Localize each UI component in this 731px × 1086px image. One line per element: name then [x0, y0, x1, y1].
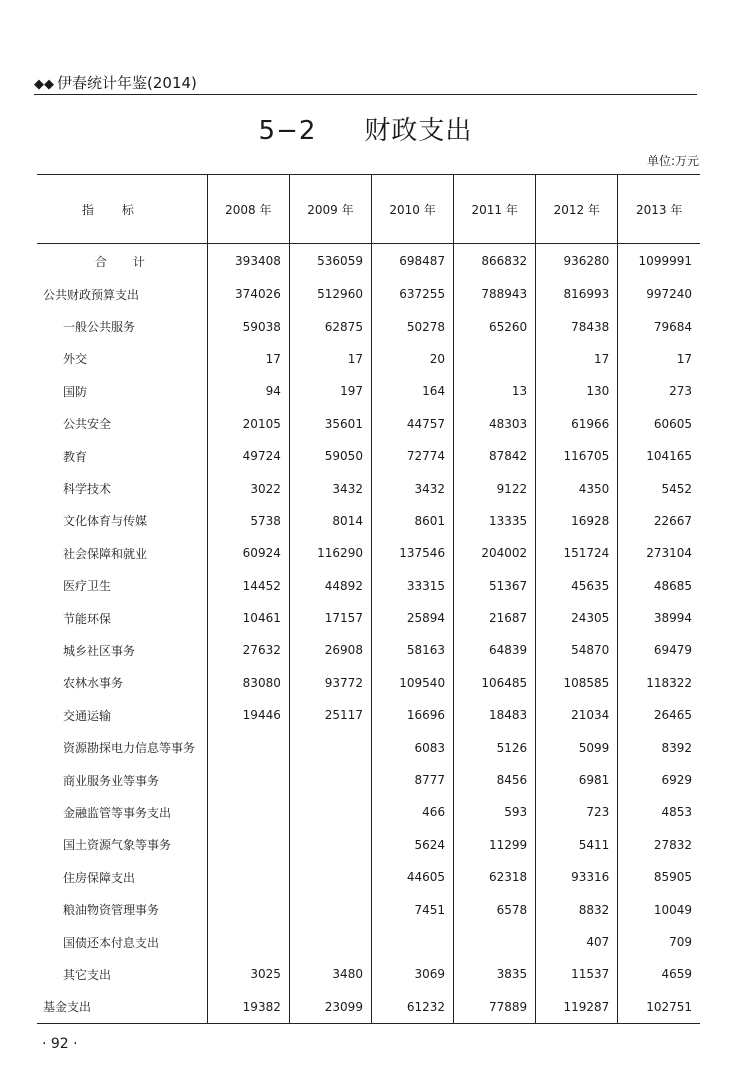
year-header: 2009 年 — [289, 175, 371, 244]
page-title — [0, 110, 731, 147]
table-cell: 866832 — [454, 244, 536, 279]
table-cell: 374026 — [207, 278, 289, 310]
table-cell: 10049 — [618, 893, 700, 925]
row-label: 一般公共服务 — [63, 320, 136, 335]
table-cell: 109540 — [371, 667, 453, 699]
table-cell: 60605 — [618, 408, 700, 440]
table-cell: 16696 — [371, 699, 453, 731]
table-cell: 14452 — [207, 570, 289, 602]
table-cell: 466 — [371, 796, 453, 828]
row-label: 外交 — [63, 352, 88, 367]
table-cell: 3022 — [207, 472, 289, 504]
table-row — [37, 926, 700, 958]
table-cell: 85905 — [618, 861, 700, 893]
table-cell: 64839 — [454, 634, 536, 666]
table-cell: 44605 — [371, 861, 453, 893]
row-label: 城乡社区事务 — [63, 643, 136, 658]
table-cell: 11537 — [536, 958, 618, 990]
table-cell: 8014 — [289, 505, 371, 537]
table-cell — [289, 731, 371, 763]
diamond-marker-icon: ◆◆ — [34, 77, 54, 92]
table-cell: 4350 — [536, 472, 618, 504]
table-row — [37, 278, 700, 310]
row-label: 医疗卫生 — [63, 579, 112, 594]
table-cell: 60924 — [207, 537, 289, 569]
row-label: 公共财政预算支出 — [43, 287, 140, 302]
table-cell: 25894 — [371, 602, 453, 634]
table-cell: 79684 — [618, 310, 700, 342]
table-cell — [207, 731, 289, 763]
table-cell: 723 — [536, 796, 618, 828]
table-cell: 72774 — [371, 440, 453, 472]
indicator-header: 指标 — [37, 175, 207, 244]
table-row — [37, 699, 700, 731]
table-cell: 13 — [454, 375, 536, 407]
table-cell: 108585 — [536, 667, 618, 699]
row-label: 国防 — [63, 384, 88, 399]
table-cell — [207, 861, 289, 893]
table-row — [37, 958, 700, 990]
expenditure-table — [37, 174, 700, 1024]
table-cell: 273104 — [618, 537, 700, 569]
table-body — [37, 244, 700, 1024]
table-row — [37, 570, 700, 602]
table-cell: 19446 — [207, 699, 289, 731]
table-cell: 116705 — [536, 440, 618, 472]
table-cell: 6929 — [618, 764, 700, 796]
table-row — [37, 731, 700, 763]
row-label: 国债还本付息支出 — [63, 935, 160, 950]
table-cell: 709 — [618, 926, 700, 958]
table-cell — [371, 926, 453, 958]
table-cell: 38994 — [618, 602, 700, 634]
table-cell: 3025 — [207, 958, 289, 990]
table-cell: 137546 — [371, 537, 453, 569]
table-cell: 11299 — [454, 829, 536, 861]
table-cell: 77889 — [454, 991, 536, 1024]
table-cell: 26908 — [289, 634, 371, 666]
table-row — [37, 829, 700, 861]
running-header — [34, 74, 697, 95]
table-cell: 17 — [536, 343, 618, 375]
table-cell — [289, 764, 371, 796]
year-header: 2013 年 — [618, 175, 700, 244]
table-cell: 21687 — [454, 602, 536, 634]
table-cell: 65260 — [454, 310, 536, 342]
table-cell: 61232 — [371, 991, 453, 1024]
row-label: 基金支出 — [43, 1000, 92, 1015]
table-cell: 33315 — [371, 570, 453, 602]
table-cell: 637255 — [371, 278, 453, 310]
table-cell: 17 — [207, 343, 289, 375]
table-cell — [289, 893, 371, 925]
table-cell: 8777 — [371, 764, 453, 796]
table-cell: 83080 — [207, 667, 289, 699]
year-header: 2011 年 — [454, 175, 536, 244]
table-cell — [289, 861, 371, 893]
table-cell: 116290 — [289, 537, 371, 569]
table-cell: 17 — [289, 343, 371, 375]
table-cell: 102751 — [618, 991, 700, 1024]
table-row — [37, 505, 700, 537]
row-label: 农林水事务 — [63, 676, 124, 691]
table-cell: 8392 — [618, 731, 700, 763]
table-cell: 593 — [454, 796, 536, 828]
row-label: 科学技术 — [63, 482, 112, 497]
table-cell: 59038 — [207, 310, 289, 342]
table-cell: 4659 — [618, 958, 700, 990]
table-cell: 94 — [207, 375, 289, 407]
row-label: 资源勘探电力信息等事务 — [63, 741, 196, 756]
table-cell — [289, 829, 371, 861]
year-header: 2012 年 — [536, 175, 618, 244]
table-cell: 62875 — [289, 310, 371, 342]
table-cell: 7451 — [371, 893, 453, 925]
table-cell: 197 — [289, 375, 371, 407]
table-cell: 13335 — [454, 505, 536, 537]
table-cell: 273 — [618, 375, 700, 407]
table-cell: 1099991 — [618, 244, 700, 279]
row-label: 商业服务业等事务 — [63, 773, 160, 788]
table-row — [37, 602, 700, 634]
table-row — [37, 634, 700, 666]
table-cell: 61966 — [536, 408, 618, 440]
table-cell: 8456 — [454, 764, 536, 796]
table-cell: 788943 — [454, 278, 536, 310]
book-title: 伊春统计年鉴(2014) — [57, 74, 197, 92]
table-cell — [207, 926, 289, 958]
table-row — [37, 244, 700, 279]
table-cell: 204002 — [454, 537, 536, 569]
table-cell — [207, 893, 289, 925]
year-header: 2008 年 — [207, 175, 289, 244]
table-cell: 5452 — [618, 472, 700, 504]
table-cell: 698487 — [371, 244, 453, 279]
row-label: 文化体育与传媒 — [63, 514, 148, 529]
table-cell: 119287 — [536, 991, 618, 1024]
table-cell: 78438 — [536, 310, 618, 342]
row-label: 交通运输 — [63, 708, 112, 723]
table-cell: 58163 — [371, 634, 453, 666]
table-cell: 49724 — [207, 440, 289, 472]
table-cell — [207, 764, 289, 796]
table-cell: 816993 — [536, 278, 618, 310]
row-label: 社会保障和就业 — [63, 546, 148, 561]
table-row — [37, 472, 700, 504]
table-cell: 3835 — [454, 958, 536, 990]
table-row — [37, 537, 700, 569]
table-cell: 50278 — [371, 310, 453, 342]
table-cell: 164 — [371, 375, 453, 407]
table-cell: 93316 — [536, 861, 618, 893]
table-cell: 3480 — [289, 958, 371, 990]
table-cell: 69479 — [618, 634, 700, 666]
row-label: 国土资源气象等事务 — [63, 838, 172, 853]
table-cell: 512960 — [289, 278, 371, 310]
table-cell: 19382 — [207, 991, 289, 1024]
table-cell: 118322 — [618, 667, 700, 699]
table-cell: 5738 — [207, 505, 289, 537]
table-cell: 27632 — [207, 634, 289, 666]
table-cell: 407 — [536, 926, 618, 958]
table-cell: 16928 — [536, 505, 618, 537]
table-cell: 9122 — [454, 472, 536, 504]
table-row — [37, 343, 700, 375]
row-label: 教育 — [63, 449, 88, 464]
table-cell: 23099 — [289, 991, 371, 1024]
table-cell: 936280 — [536, 244, 618, 279]
table-row — [37, 764, 700, 796]
table-cell: 44892 — [289, 570, 371, 602]
table-cell — [207, 796, 289, 828]
table-cell: 10461 — [207, 602, 289, 634]
table-cell: 6578 — [454, 893, 536, 925]
table-cell: 21034 — [536, 699, 618, 731]
row-label: 粮油物资管理事务 — [63, 903, 160, 918]
row-label: 金融监管等事务支出 — [63, 805, 172, 820]
table-cell: 59050 — [289, 440, 371, 472]
table-title: 财政支出 — [364, 116, 473, 146]
table-row — [37, 310, 700, 342]
table-cell: 18483 — [454, 699, 536, 731]
table-cell: 3432 — [371, 472, 453, 504]
row-label: 住房保障支出 — [63, 870, 136, 885]
row-label: 合计 — [94, 254, 171, 269]
table-cell: 48303 — [454, 408, 536, 440]
table-cell: 27832 — [618, 829, 700, 861]
row-label: 其它支出 — [63, 967, 112, 982]
table-cell: 93772 — [289, 667, 371, 699]
table-cell — [454, 926, 536, 958]
table-cell — [289, 796, 371, 828]
table-cell: 22667 — [618, 505, 700, 537]
table-row — [37, 796, 700, 828]
table-cell: 5411 — [536, 829, 618, 861]
table-cell: 17157 — [289, 602, 371, 634]
table-cell: 51367 — [454, 570, 536, 602]
table-cell: 151724 — [536, 537, 618, 569]
table-cell: 54870 — [536, 634, 618, 666]
table-cell: 8832 — [536, 893, 618, 925]
table-cell: 5099 — [536, 731, 618, 763]
table-cell: 6083 — [371, 731, 453, 763]
table-row — [37, 667, 700, 699]
table-cell: 5624 — [371, 829, 453, 861]
table-cell: 5126 — [454, 731, 536, 763]
table-row — [37, 991, 700, 1024]
table-cell: 87842 — [454, 440, 536, 472]
table-cell: 48685 — [618, 570, 700, 602]
table-cell: 45635 — [536, 570, 618, 602]
table-row — [37, 408, 700, 440]
table-cell: 536059 — [289, 244, 371, 279]
table-header-row — [37, 175, 700, 244]
table-row — [37, 893, 700, 925]
table-number: 5−2 — [258, 116, 317, 146]
unit-label: 单位:万元 — [646, 154, 699, 168]
table-cell: 106485 — [454, 667, 536, 699]
table-cell: 20 — [371, 343, 453, 375]
table-cell: 997240 — [618, 278, 700, 310]
table-cell: 35601 — [289, 408, 371, 440]
table-cell: 44757 — [371, 408, 453, 440]
page-number: · 92 · — [42, 1036, 78, 1052]
table-row — [37, 861, 700, 893]
table-row — [37, 375, 700, 407]
table-cell: 24305 — [536, 602, 618, 634]
table-cell — [289, 926, 371, 958]
table-cell: 3432 — [289, 472, 371, 504]
year-header: 2010 年 — [371, 175, 453, 244]
table-cell: 130 — [536, 375, 618, 407]
table-cell: 104165 — [618, 440, 700, 472]
table-cell: 8601 — [371, 505, 453, 537]
table-cell: 4853 — [618, 796, 700, 828]
table-cell: 17 — [618, 343, 700, 375]
table-cell: 3069 — [371, 958, 453, 990]
table-cell: 62318 — [454, 861, 536, 893]
table-cell: 26465 — [618, 699, 700, 731]
table-cell: 393408 — [207, 244, 289, 279]
table-cell: 6981 — [536, 764, 618, 796]
table-cell: 20105 — [207, 408, 289, 440]
table-cell — [454, 343, 536, 375]
table-cell — [207, 829, 289, 861]
table-row — [37, 440, 700, 472]
table-cell: 25117 — [289, 699, 371, 731]
row-label: 公共安全 — [63, 417, 112, 432]
row-label: 节能环保 — [63, 611, 112, 626]
